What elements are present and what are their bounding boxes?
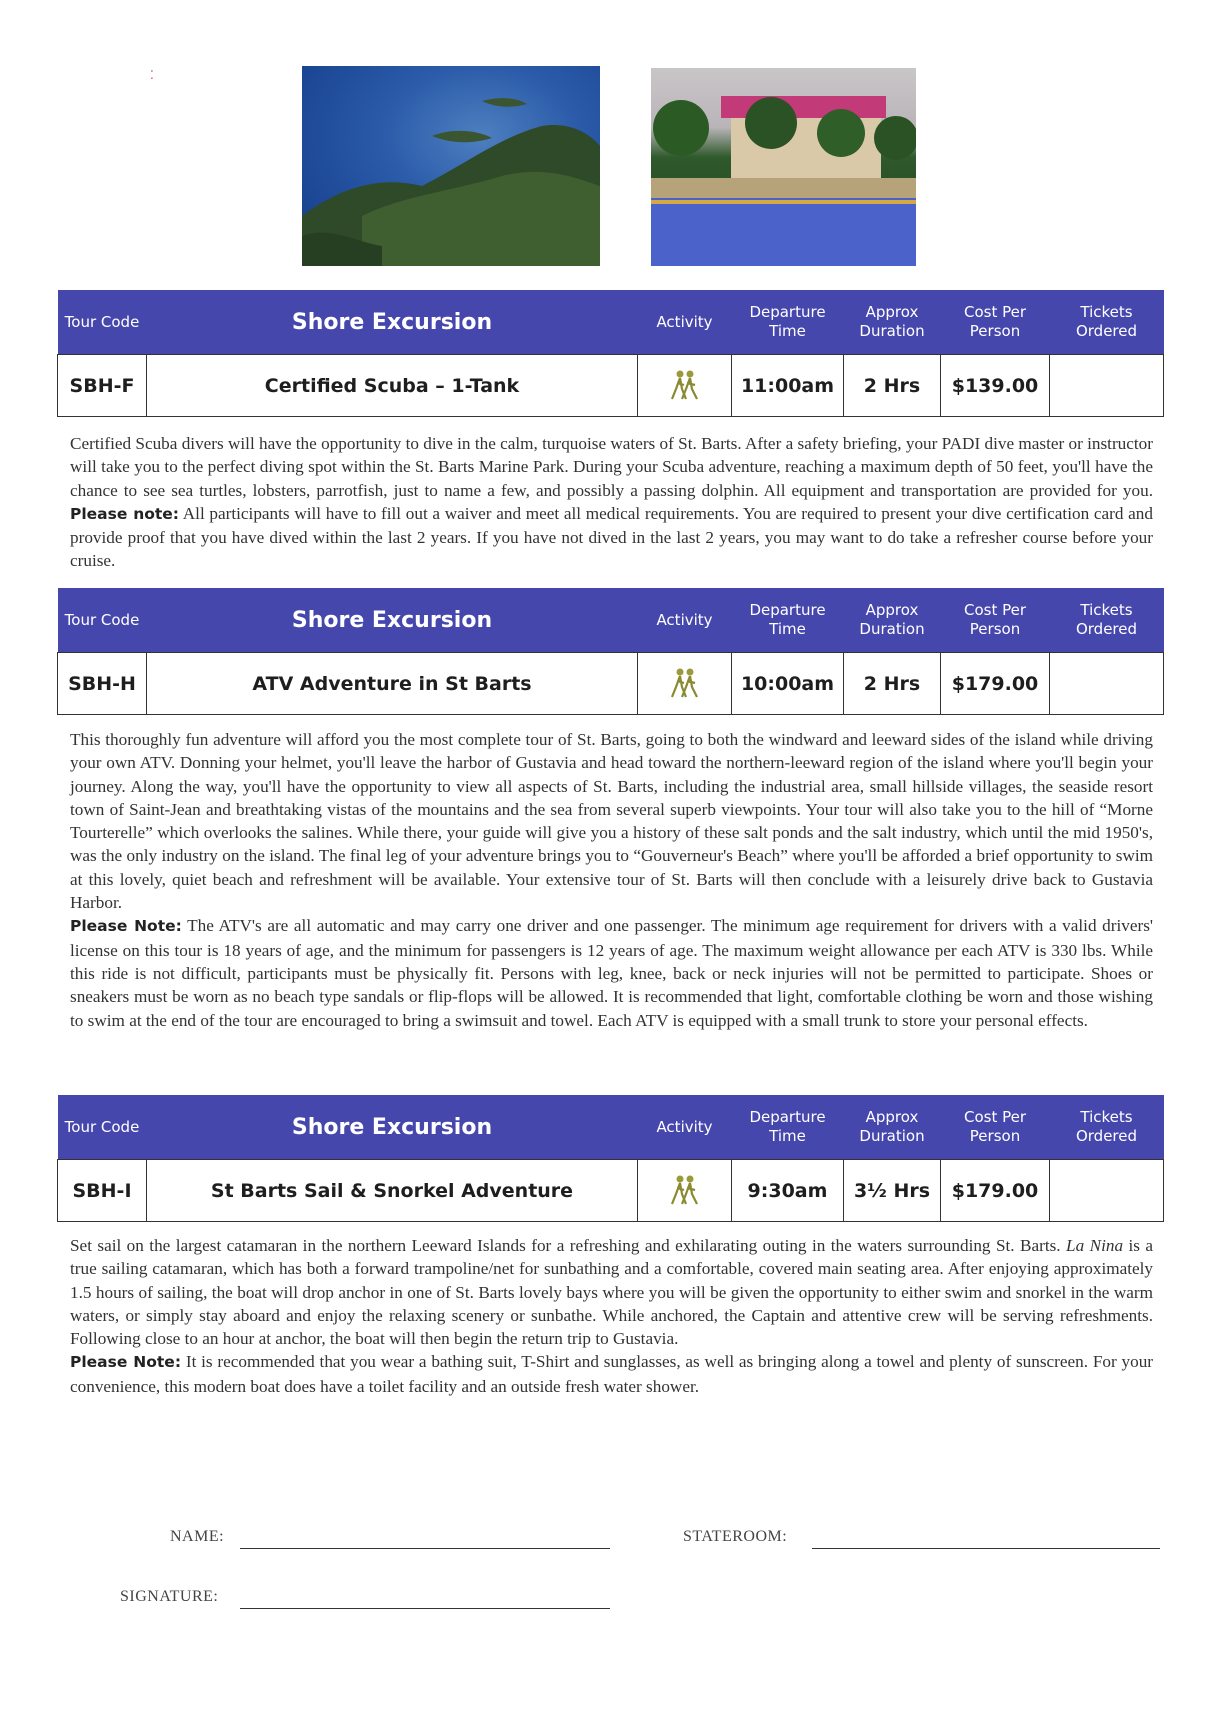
note-label: Please note: [70, 504, 179, 523]
excursion-table-sbh-f [57, 290, 1164, 417]
name-input-line[interactable] [240, 1548, 610, 1549]
header-approx-duration: Approx Duration [844, 1095, 941, 1160]
name-label: NAME: [170, 1528, 225, 1545]
header-tickets-ordered: Tickets Ordered [1050, 1095, 1164, 1160]
header-tour-code: Tour Code [58, 588, 147, 653]
tour-code: SBH-F [58, 355, 147, 417]
excursion-table-sbh-i [57, 1095, 1164, 1222]
tickets-ordered-field[interactable] [1050, 1160, 1164, 1222]
excursion-name: ATV Adventure in St Barts [147, 653, 638, 715]
table-row [58, 1160, 1164, 1222]
header-approx-duration: Approx Duration [844, 588, 941, 653]
header-cost-per-person: Cost Per Person [941, 290, 1050, 355]
header-approx-duration: Approx Duration [844, 290, 941, 355]
tour-code: SBH-H [58, 653, 147, 715]
excursion-description-sbh-f: Certified Scuba divers will have the opportunity to dive in the calm, turquoise waters of St. Barts. After a safety briefing, your PADI dive master or instructor will take you to the perfect diving spot within the St. Barts Marine Park. During your Scuba adventure, reaching a maximum depth of 50 feet, you'll have the chance to see sea turtles, lobsters, parrotfish, just to name a few, and possibly a passing dolphin. All equipment and transportation are provided for you. Please note: All participants will have to fill out a waiver and meet all medical requirements. You are required to present your dive certification card and provide proof that you have dived within the last 2 years. If you have not dived in the last 2 years, you may want to do take a refresher course before your cruise. [70, 434, 1153, 571]
cost: $179.00 [941, 653, 1050, 715]
header-activity: Activity [638, 290, 732, 355]
header-activity: Activity [638, 588, 732, 653]
stateroom-label: STATEROOM: [683, 1528, 788, 1545]
table-header-row [58, 588, 1164, 653]
table-row [58, 355, 1164, 417]
walking-people-icon [638, 653, 732, 715]
excursion-name: St Barts Sail & Snorkel Adventure [147, 1160, 638, 1222]
header-cost-per-person: Cost Per Person [941, 588, 1050, 653]
header-activity: Activity [638, 1095, 732, 1160]
excursion-description-sbh-h: This thoroughly fun adventure will afford you the most complete tour of St. Barts, going to both the windward and leeward sides of the island while driving your own ATV. Donning your helmet, you'll leave the harbor of Gustavia and head toward the northern-leeward region of the island where you'll begin your journey. Along the way, you'll have the opportunity to view all aspects of St. Barts, including the industrial area, small hillside villages, the seaside resort town of Saint-Jean and breathtaking vistas of the mountains and the sea from several superb viewpoints. Your tour will also take you to the hill of “Morne Tourterelle” which overlooks the salines. While there, your guide will give you a history of these salt ponds and the salt industry, which until the mid 1950's, was the only industry on the island. The final leg of your adventure brings you to “Gouverneur's Beach” where you'll be afforded a brief opportunity to swim at this lovely, quiet beach and refreshment will be available. Your extensive tour of St. Barts will then conclude with a leisurely drive back to Gustavia Harbor. Please Note: The ATV's are all automatic and may carry one driver and one passenger. The minimum age requirement for drivers with a valid drivers' license on this tour is 18 years of age, and the minimum for passengers is 12 years of age. The maximum weight allowance per each ATV is 330 lbs. While this ride is not difficult, participants must be physically fit. Persons with leg, knee, back or neck injuries will not be permitted to participate. Shoes or sneakers must be worn as no beach type sandals or flip-flops will be allowed. It is recommended that light, comfortable clothing be worn and those wishing to swim at the end of the tour are encouraged to bring a swimsuit and towel. Each ATV is equipped with a small trunk to store your personal effects. [70, 730, 1153, 1030]
header-departure-time: Departure Time [732, 588, 844, 653]
header-shore-excursion: Shore Excursion [147, 1095, 638, 1160]
duration: 2 Hrs [844, 653, 941, 715]
header-tour-code: Tour Code [58, 290, 147, 355]
scan-speck: ⁚ [150, 68, 154, 82]
header-tour-code: Tour Code [58, 1095, 147, 1160]
excursion-name: Certified Scuba – 1-Tank [147, 355, 638, 417]
table-header-row [58, 1095, 1164, 1160]
excursion-description-sbh-i: Set sail on the largest catamaran in the northern Leeward Islands for a refreshing and exhilarating outing in the waters surrounding St. Barts. La Nina is a true sailing catamaran, which has both a forward trampoline/net for sunbathing and a comfortable, covered main seating area. After enjoying approximately 1.5 hours of sailing, the boat will drop anchor in one of St. Barts lovely bays where you will be given the opportunity to either swim and snorkel in the warm waters, or simply stay aboard and enjoy the relaxing scenery or sunbathe. While anchored, the Captain and attentive crew will be serving refreshments. Following close to an hour at anchor, the boat will then begin the return trip to Gustavia. Please Note: It is recommended that you wear a bathing suit, T-Shirt and sunglasses, as well as bringing along a towel and plenty of sunscreen. For your convenience, this modern boat does have a toilet facility and an outside fresh water shower. [70, 1236, 1154, 1396]
table-header-row [58, 290, 1164, 355]
duration: 3½ Hrs [844, 1160, 941, 1222]
header-shore-excursion: Shore Excursion [147, 588, 638, 653]
excursion-table-sbh-h [57, 588, 1164, 715]
boat-name: La Nina [1066, 1236, 1124, 1255]
tickets-ordered-field[interactable] [1050, 653, 1164, 715]
island-aerial-photo [302, 66, 600, 266]
walking-people-icon [638, 1160, 732, 1222]
note-label: Please Note: [70, 1353, 182, 1372]
walking-people-icon [638, 355, 732, 417]
signature-input-line[interactable] [240, 1608, 610, 1609]
table-row [58, 653, 1164, 715]
note-label: Please Note: [70, 917, 182, 936]
header-departure-time: Departure Time [732, 1095, 844, 1160]
signature-label: SIGNATURE: [120, 1588, 219, 1605]
departure-time: 11:00am [732, 355, 844, 417]
cost: $139.00 [941, 355, 1050, 417]
stateroom-input-line[interactable] [812, 1548, 1160, 1549]
cost: $179.00 [941, 1160, 1050, 1222]
resort-pool-photo [651, 68, 916, 266]
header-shore-excursion: Shore Excursion [147, 290, 638, 355]
tickets-ordered-field[interactable] [1050, 355, 1164, 417]
departure-time: 9:30am [732, 1160, 844, 1222]
header-cost-per-person: Cost Per Person [941, 1095, 1050, 1160]
duration: 2 Hrs [844, 355, 941, 417]
header-tickets-ordered: Tickets Ordered [1050, 290, 1164, 355]
header-tickets-ordered: Tickets Ordered [1050, 588, 1164, 653]
header-departure-time: Departure Time [732, 290, 844, 355]
tour-code: SBH-I [58, 1160, 147, 1222]
departure-time: 10:00am [732, 653, 844, 715]
